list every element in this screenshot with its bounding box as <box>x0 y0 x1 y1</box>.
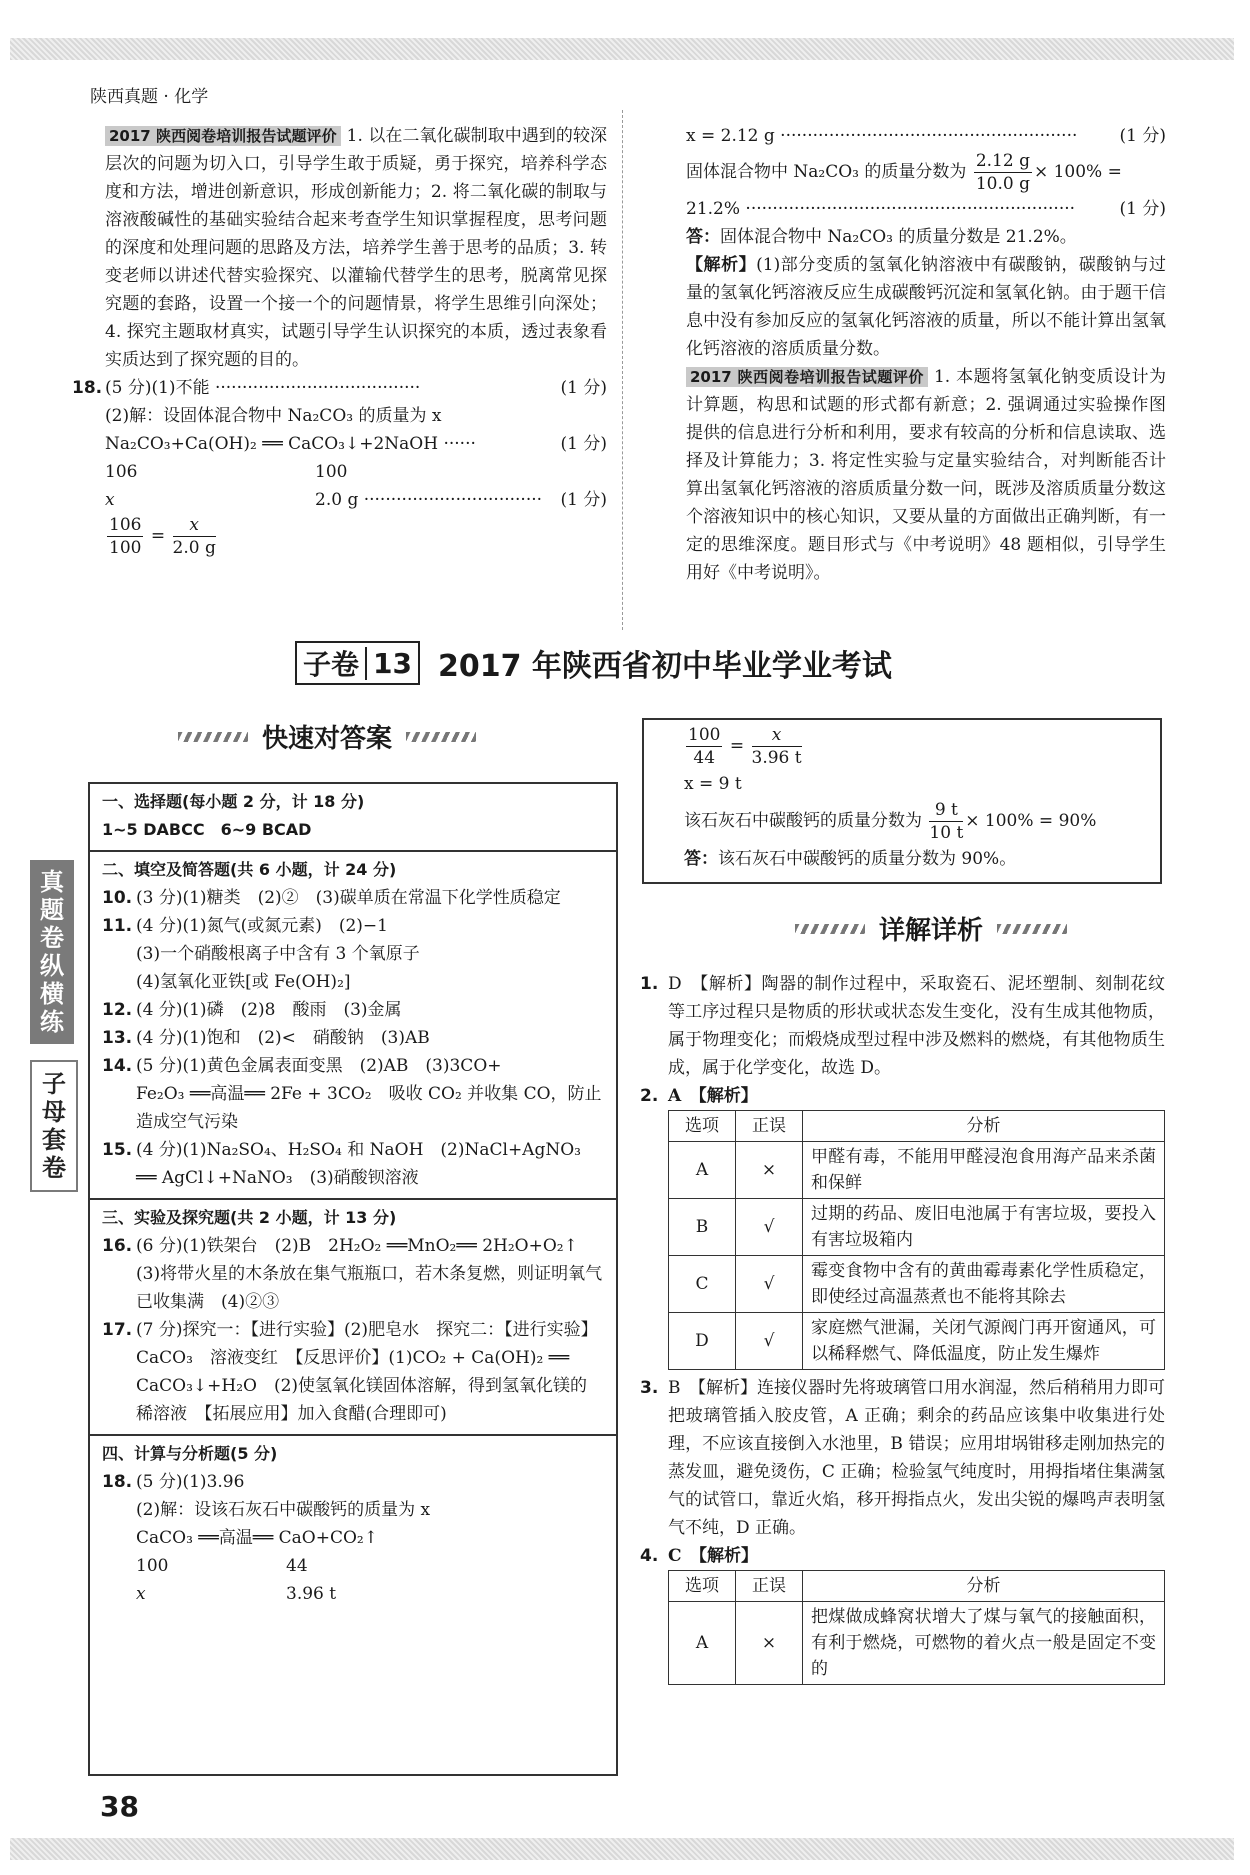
answer-text: (6 分)(1)铁架台 (2)B 2H₂O₂ ══MnO₂══ 2H₂O+O₂↑ <box>136 1236 578 1256</box>
table-row <box>669 1256 1165 1313</box>
option-cell: C <box>669 1256 736 1313</box>
q13-row <box>102 1024 604 1052</box>
denominator: 10 t <box>929 823 964 843</box>
value-row <box>102 1580 604 1608</box>
answer-line <box>686 223 1166 251</box>
option-cell: B <box>669 1199 736 1256</box>
answer-text: (2)解：设该石灰石中碳酸钙的质量为 x <box>136 1500 431 1520</box>
percent-result-row <box>686 195 1166 223</box>
question-number: 4. <box>640 1546 659 1566</box>
answer-text: ══ AgCl↓+NaNO₃ (3)硝酸钡溶液 <box>136 1168 419 1188</box>
score: (1 分) <box>560 490 607 510</box>
decor-slashes <box>795 924 865 934</box>
table-row <box>669 1142 1165 1199</box>
score: (1 分) <box>1119 126 1166 146</box>
analysis-text: (1)部分变质的氢氧化钠溶液中有碳酸钠，碳酸钠与过量的氢氧化钙溶液反应生成碳酸钙沉淀和氢氧化钠。由于题干信息中没有参加反应的氢氧化钙溶液的质量，所以不能计算出氢氧化钙溶液的溶质质量分数。 <box>686 255 1166 359</box>
q4-row <box>640 1542 1165 1570</box>
q17-row <box>102 1316 604 1428</box>
answer-text: A 【解析】 <box>668 1086 758 1106</box>
numerator: x <box>752 724 802 747</box>
analysis-cell: 把煤做成蜂窝状增大了煤与氧气的接触面积，有利于燃烧，可燃物的着火点一般是固定不变的 <box>803 1602 1165 1685</box>
value: 2.0 g ································· <box>315 490 543 510</box>
eval-text: 1. 本题将氢氧化钠变质设计为计算题，构思和试题的形式都有新意；2. 强调通过实验操作图提供的信息进行分析和利用，要求有较高的分析和信息读取、选择及计算能力；3. 将定性实验与定量实验结合，对判断能否计算出氢氧化钙溶液的溶质质量分数一问，既涉及溶质质量分数这个溶液知识中的核心知识，又要从量的方面做出正确判断，有一定的思维深度。题目形式与《中考说明》48 题相似，引导学生用好《中考说明》。 <box>686 367 1166 583</box>
bottom-decor-bar <box>10 1838 1234 1860</box>
decor-slashes <box>178 732 248 742</box>
answer-line <box>684 844 1120 874</box>
answer-label: 答： <box>686 227 720 247</box>
fraction <box>107 514 143 559</box>
q3-row <box>640 1374 1165 1542</box>
answer-text: Fe₂O₃ ══高温══ 2Fe + 3CO₂ 吸收 CO₂ 并收集 CO，防止造成空气污染 <box>136 1084 602 1132</box>
question-number: 15. <box>102 1140 133 1160</box>
fraction <box>929 799 963 844</box>
mass-row <box>102 1552 604 1580</box>
analysis-label: 【解析】 <box>686 255 757 275</box>
variable: x <box>136 1584 146 1604</box>
heading-text: 快速对答案 <box>262 724 393 754</box>
percent-label: 该石灰石中碳酸钙的质量分数为 <box>684 811 922 831</box>
top-decor-bar <box>10 38 1234 60</box>
mark-cell: √ <box>736 1256 803 1313</box>
answer-label: 答： <box>684 849 718 869</box>
analysis-cell: 过期的药品、废旧电池属于有害垃圾，要投入有害垃圾箱内 <box>803 1199 1165 1256</box>
result: 21.2% ····························································· <box>686 199 1076 219</box>
molar-mass: 100 <box>315 462 348 482</box>
question-number: 16. <box>102 1236 133 1256</box>
group-title: 四、计算与分析题(5 分) <box>102 1444 278 1463</box>
side-tab-sub: 子母套卷 <box>30 1060 78 1192</box>
analysis-cell: 家庭燃气泄漏，关闭气源阀门再开窗通风，可以稀释燃气、降低温度，防止发生爆炸 <box>803 1313 1165 1370</box>
answer-text: C 【解析】 <box>668 1546 759 1566</box>
badge-number: 13 <box>365 647 418 680</box>
molar-mass: 106 <box>105 462 138 482</box>
question-number: 18. <box>72 378 103 398</box>
badge-label: 子卷 <box>303 648 360 681</box>
numerator: 2.12 g <box>975 151 1030 171</box>
analysis-table-q2 <box>668 1110 1165 1370</box>
percent-label: 固体混合物中 Na₂CO₃ 的质量分数为 <box>686 162 967 182</box>
q18-proportion: $\frac{106}{100}$ = $\frac{x}{2.0 g}$ <box>109 515 216 558</box>
exam-title-bar <box>295 637 1005 689</box>
q18-line2: (2)解：设固体混合物中 Na₂CO₃ 的质量为 x <box>105 406 442 426</box>
x-result: x = 9 t <box>684 774 742 794</box>
question-number: 18. <box>102 1472 133 1492</box>
option-cell: A <box>669 1142 736 1199</box>
variable: x <box>105 490 115 510</box>
numerator: 9 t <box>929 799 963 822</box>
q18-value-row <box>105 486 607 514</box>
question-number: 1. <box>640 974 659 994</box>
eval-text: 1. 以在二氧化碳制取中遇到的较深层次的问题为切入口，引导学生敢于质疑，勇于探究，培养科学态度和方法，增进创新意识，形成创新能力；2. 将二氧化碳的制取与溶液酸碱性的基础实验结合起来考查学生知识掌握程度，思考问题的深度和处理问题的思路及方法，培养学生善于思考的品质；3. 转变老师以讲述代替实验探究、以灌输代替学生的思考，脱离常见探究题的套路，设置一个接一个的问题情景，将学生思维引向深处；4. 探究主题取材真实，试题引导学生认识探究的本质，透过表象看实质达到了探究题的目的。 <box>105 126 608 370</box>
q11-row <box>102 912 604 940</box>
group-title: 一、选择题(每小题 2 分，计 18 分) <box>102 792 365 811</box>
eval-tag: 2017 陕西阅卷培训报告试题评价 <box>105 126 341 146</box>
group-fill <box>90 852 616 1200</box>
page-header: 陕西真题 · 化学 <box>90 87 209 107</box>
x-result-row <box>686 122 1166 150</box>
quick-answers-heading <box>178 718 476 755</box>
option-cell: A <box>669 1602 736 1685</box>
equation: CaCO₃ ══高温══ CaO+CO₂↑ <box>136 1528 378 1548</box>
table-row <box>669 1602 1165 1685</box>
answer-text: (5 分)(1)黄色金属表面变黑 (2)AB (3)3CO+ <box>136 1056 502 1076</box>
eval-tag: 2017 陕西阅卷培训报告试题评价 <box>686 367 928 387</box>
denominator: 10.0 g <box>975 174 1030 194</box>
header-option: 选项 <box>669 1571 736 1602</box>
sub-paper-badge <box>295 641 420 685</box>
answer-text: (4 分)(1)Na₂SO₄、H₂SO₄ 和 NaOH (2)NaCl+AgNO₃ <box>136 1140 581 1160</box>
header-analysis: 分析 <box>803 1571 1165 1602</box>
mark-cell: × <box>736 1602 803 1685</box>
group-calc <box>90 1436 616 1614</box>
fraction <box>752 724 802 769</box>
left-top-column <box>72 122 608 559</box>
q18-equation <box>105 430 607 458</box>
mark-cell: √ <box>736 1313 803 1370</box>
answer-text: (4 分)(1)磷 (2)8 酸雨 (3)金属 <box>136 1000 402 1020</box>
analysis-table-q4 <box>668 1570 1165 1685</box>
q14-row <box>102 1052 604 1080</box>
score: (1 分) <box>560 434 607 454</box>
q2-row <box>640 1082 1165 1110</box>
group-experiment <box>90 1200 616 1436</box>
answer-text: (5 分)(1)3.96 <box>136 1472 245 1492</box>
mark-cell: × <box>736 1142 803 1199</box>
q18-row <box>102 1468 604 1496</box>
answer-text: (4 分)(1)饱和 (2)< 硝酸钠 (3)AB <box>136 1028 430 1048</box>
percent-suffix: × 100% = 90% <box>965 811 1097 831</box>
answer-text: (3)将带火星的木条放在集气瓶瓶口，若木条复燃，则证明氧气已收集满 (4)②③ <box>136 1264 603 1312</box>
question-number: 17. <box>102 1320 133 1340</box>
q16-row <box>102 1232 604 1260</box>
answer-text: (4 分)(1)氮气(或氮元素) (2)−1 <box>136 916 388 936</box>
q18-mass-row <box>105 458 607 486</box>
numerator: 106 <box>109 515 142 535</box>
question-number: 12. <box>102 1000 133 1020</box>
q15-row <box>102 1136 604 1164</box>
result: x = 2.12 g ······················································· <box>686 126 1078 146</box>
option-cell: D <box>669 1313 736 1370</box>
question-number: 11. <box>102 916 133 936</box>
analysis-cell: 霉变食物中含有的黄曲霉毒素化学性质稳定，即使经过高温蒸煮也不能将其除去 <box>803 1256 1165 1313</box>
fraction <box>686 724 722 769</box>
denominator: 3.96 t <box>751 748 802 768</box>
denominator: 100 <box>109 538 142 558</box>
question-number: 2. <box>640 1086 659 1106</box>
header-option: 选项 <box>669 1111 736 1142</box>
exam-title: 2017 年陕西省初中毕业学业考试 <box>437 649 892 684</box>
molar-mass: 100 <box>136 1556 169 1576</box>
answer-text: (3 分)(1)糖类 (2)② (3)碳单质在常温下化学性质稳定 <box>136 888 561 908</box>
question-number: 14. <box>102 1056 133 1076</box>
eval-paragraph-right <box>686 363 1166 587</box>
answer-text: 该石灰石中碳酸钙的质量分数为 90%。 <box>718 849 1017 869</box>
fraction <box>173 514 216 559</box>
decor-slashes <box>997 924 1067 934</box>
choice-answers: 1~5 DABCC 6~9 BCAD <box>102 820 312 839</box>
answer-text: B 【解析】连接仪器时先将玻璃管口用水润湿，然后稍稍用力即可把玻璃管插入胶皮管，A 正确；剩余的药品应该集中收集进行处理，不应该直接倒入水池里，B 错误；应用坩埚钳移走刚加热完的蒸发皿，避免烫伤，C 正确；检验氢气纯度时，用拇指堵住集满氢气的试管口，靠近火焰，移开拇指点火，发出尖锐的爆鸣声表明氢气不纯，D 正确。 <box>668 1378 1165 1538</box>
question-number: 13. <box>102 1028 133 1048</box>
numerator: x <box>173 514 216 537</box>
question-number: 3. <box>640 1378 659 1398</box>
percent-suffix: × 100% = <box>1033 162 1122 182</box>
equation: Na₂CO₃+Ca(OH)₂ ══ CaCO₃↓+2NaOH ······ <box>105 434 476 454</box>
fraction <box>974 150 1032 195</box>
denominator: 2.0 g <box>172 538 216 558</box>
q18-line1 <box>72 374 607 402</box>
header-correctness: 正误 <box>736 1571 803 1602</box>
group-title: 三、实验及探究题(共 2 小题，计 13 分) <box>102 1208 397 1227</box>
answer-text: (4)氢氧化亚铁[或 Fe(OH)₂] <box>136 972 351 992</box>
value: 3.96 t <box>286 1584 337 1604</box>
detail-column <box>640 970 1165 1685</box>
header-analysis: 分析 <box>803 1111 1165 1142</box>
table-row <box>669 1199 1165 1256</box>
header-correctness: 正误 <box>736 1111 803 1142</box>
q1-row <box>640 970 1165 1082</box>
group-title: 二、填空及简答题(共 6 小题，计 24 分) <box>102 860 397 879</box>
side-tab-main: 真题卷纵横练 <box>30 860 74 1044</box>
numerator: 100 <box>688 725 721 745</box>
group-choice <box>90 784 616 852</box>
decor-slashes <box>406 732 476 742</box>
eval-paragraph-left <box>105 122 607 374</box>
table-row <box>669 1313 1165 1370</box>
detail-heading <box>795 910 1067 947</box>
score: (1 分) <box>560 378 607 398</box>
question-number: 10. <box>102 888 133 908</box>
calc-continue-box <box>642 718 1162 884</box>
percent-row <box>684 799 1120 844</box>
percent-row <box>686 150 1166 195</box>
heading-text: 详解详析 <box>879 916 984 946</box>
answer-text: 固体混合物中 Na₂CO₃ 的质量分数是 21.2%。 <box>720 227 1077 247</box>
answer-text: D 【解析】陶器的制作过程中，采取瓷石、泥坯塑制、刻制花纹等工序过程只是物质的形状或状态发生变化，没有生成其他物质，属于物理变化；而煅烧成型过程中涉及燃料的燃烧，有其他物质生成，属于化学变化，故选 D。 <box>668 974 1165 1078</box>
answer-text: (5 分)(1)不能 ······································ <box>105 378 421 398</box>
molar-mass: 44 <box>286 1556 308 1576</box>
score: (1 分) <box>1119 199 1166 219</box>
answer-text: (3)一个硝酸根离子中含有 3 个氧原子 <box>136 944 420 964</box>
right-top-column <box>686 122 1166 587</box>
quick-answer-box <box>88 782 618 1776</box>
denominator: 44 <box>693 748 716 768</box>
analysis-paragraph <box>686 251 1166 363</box>
analysis-cell: 甲醛有毒，不能用甲醛浸泡食用海产品来杀菌和保鲜 <box>803 1142 1165 1199</box>
column-divider <box>622 110 623 630</box>
q12-row <box>102 996 604 1024</box>
q10-row <box>102 884 604 912</box>
answer-text: (7 分)探究一：【进行实验】(2)肥皂水 探究二：【进行实验】CaCO₃ 溶液变红 【反思评价】(1)CO₂ + Ca(OH)₂ ══ CaCO₃↓+H₂O (2)使氢氧化镁固体溶解，得到氢氧化镁的稀溶液 【拓展应用】加入食醋(合理即可) <box>136 1320 598 1424</box>
mark-cell: √ <box>736 1199 803 1256</box>
page-number: 38 <box>100 1790 139 1823</box>
proportion: $\frac{100}{44}$ = $\frac{x}{3.96 t}$ <box>688 725 802 768</box>
